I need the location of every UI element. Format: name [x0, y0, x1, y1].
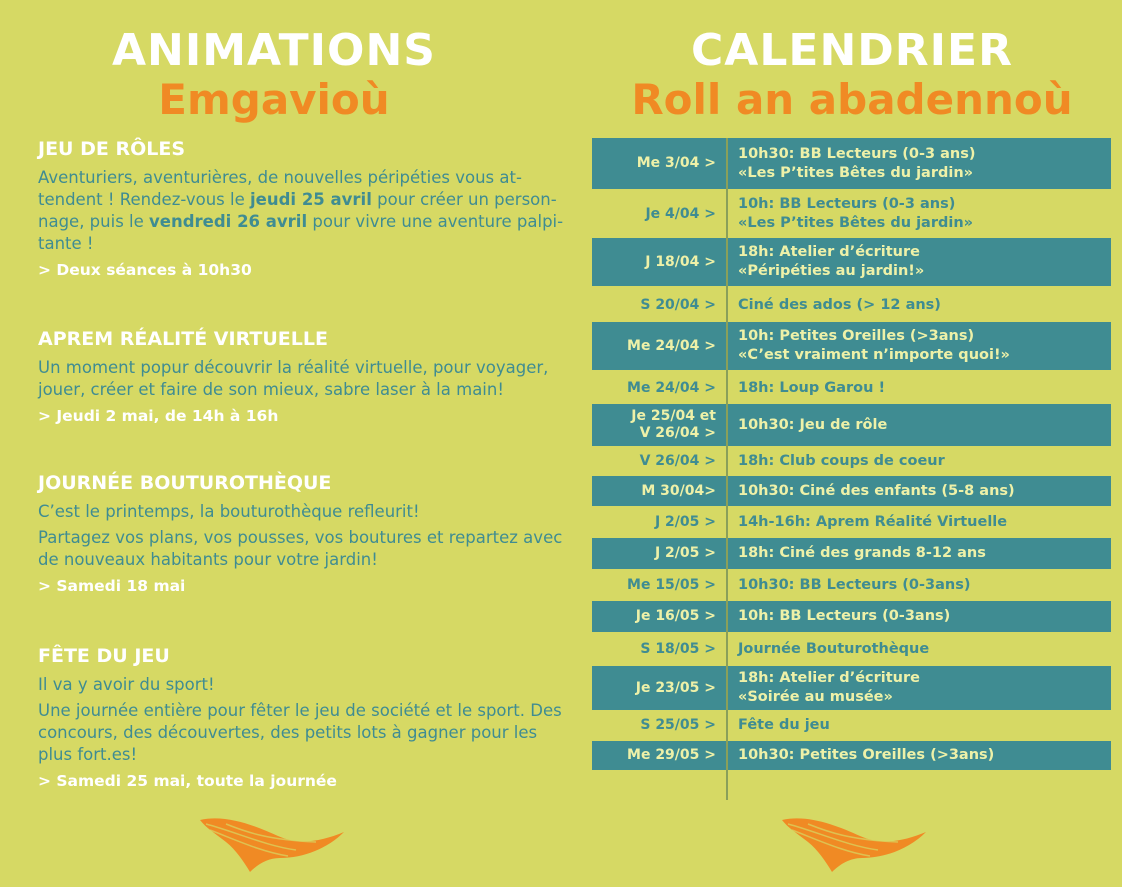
calendar-row — [592, 138, 1111, 189]
calendar-row — [592, 666, 1111, 710]
calendar-title: CALENDRIER — [691, 25, 1013, 76]
row-date: J 18/04 > — [645, 253, 716, 270]
section-journee-bouturotheque — [38, 472, 568, 601]
section-aprem-realite-virtuelle — [38, 328, 568, 431]
section-when: > Samedi 25 mai, toute la journée — [38, 772, 337, 790]
row-date: Me 24/04 > — [627, 337, 716, 354]
row-date: S 25/05 > — [640, 717, 716, 733]
row-date: Je 4/04 > — [645, 205, 716, 222]
section-text: Il va y avoir du sport! — [38, 675, 215, 694]
column-divider — [726, 138, 728, 800]
row-event: Ciné des ados (> 12 ans) — [738, 296, 941, 313]
row-event: Fête du jeu — [738, 717, 830, 733]
calendar-row — [592, 476, 1111, 506]
animations-subtitle: Emgavioù — [158, 75, 390, 124]
section-text: Partagez vos plans, vos pousses, vos boutures et repartez avec de nouveaux habitants pour votre jardin! — [38, 528, 563, 569]
row-date: V 26/04 > — [639, 452, 716, 469]
section-text: Une journée entière pour fêter le jeu de société et le sport. Des concours, des découvertes, des petits lots à gagner pour les plus fort.es! — [38, 701, 562, 764]
section-text: Aventuriers, aventurières, de nouvelles péripéties vous at-tendent ! Rendez-vous le jeudi 25 avril pour créer un person-nage, puis le vendredi 26 avril pour vivre une aventure palpi-tante ! — [38, 168, 564, 253]
row-date: Je 23/05 > — [635, 679, 716, 696]
row-date: Me 15/05 > — [627, 576, 716, 593]
row-event: 10h30: Jeu de rôle — [738, 416, 888, 433]
row-date: Me 3/04 > — [636, 155, 716, 171]
calendar-row — [592, 446, 1111, 476]
section-fete-du-jeu — [38, 645, 568, 796]
row-event: Journée Bouturothèque — [738, 640, 930, 657]
calendar-row — [592, 404, 1111, 446]
row-event: 10h30: BB Lecteurs (0-3 ans) «Les P’tites Bêtes du jardin» — [738, 145, 976, 181]
section-when: > Samedi 18 mai — [38, 577, 186, 595]
row-date: Je 25/04 et V 26/04 > — [631, 408, 716, 441]
feather-leaf-icon — [778, 812, 930, 874]
row-event: 10h30: Petites Oreilles (>3ans) — [738, 747, 995, 763]
section-heading: JEU DE RÔLES — [38, 138, 186, 160]
row-date: Me 29/05 > — [627, 747, 716, 763]
section-text: Un moment popur découvrir la réalité virtuelle, pour voyager, jouer, créer et faire de son mieux, sabre laser à la main! — [38, 358, 549, 399]
calendar-row — [592, 601, 1111, 632]
row-event: 18h: Atelier d’écriture «Soirée au musée» — [738, 670, 920, 705]
calendar-row — [592, 238, 1111, 286]
row-date: S 20/04 > — [640, 296, 716, 313]
feather-leaf-icon — [196, 812, 348, 874]
row-event: 10h: BB Lecteurs (0-3 ans) «Les P’tites Bêtes du jardin» — [738, 196, 974, 231]
calendar-row — [592, 710, 1111, 741]
animations-title: ANIMATIONS — [112, 25, 436, 76]
row-date: Me 24/04 > — [627, 379, 716, 396]
row-event: 18h: Loup Garou ! — [738, 379, 886, 396]
row-date: J 2/05 > — [654, 513, 716, 530]
calendar-row — [592, 569, 1111, 601]
calendar-row — [592, 322, 1111, 370]
calendar-row — [592, 506, 1111, 538]
row-date: M 30/04> — [641, 482, 716, 499]
section-text: C’est le printemps, la bouturothèque refleurit! — [38, 502, 420, 521]
row-event: 10h: Petites Oreilles (>3ans) «C’est vraiment n’importe quoi!» — [738, 328, 1010, 363]
row-event: 18h: Atelier d’écriture «Péripéties au jardin!» — [738, 244, 925, 279]
section-heading: JOURNÉE BOUTUROTHÈQUE — [38, 472, 332, 494]
row-date: S 18/05 > — [640, 640, 716, 657]
row-event: 10h30: BB Lecteurs (0-3ans) — [738, 576, 971, 593]
calendar-row — [592, 632, 1111, 666]
calendar-table — [592, 138, 1111, 800]
section-heading: FÊTE DU JEU — [38, 645, 170, 667]
calendar-row — [592, 538, 1111, 569]
row-date: J 2/05 > — [654, 545, 716, 561]
calendar-subtitle: Roll an abadennoù — [631, 75, 1073, 124]
calendar-row — [592, 288, 1111, 322]
section-jeu-de-roles — [38, 138, 568, 285]
section-heading: APREM RÉALITÉ VIRTUELLE — [38, 328, 328, 350]
calendar-row — [592, 741, 1111, 770]
row-event: 18h: Ciné des grands 8-12 ans — [738, 545, 986, 561]
section-when: > Deux séances à 10h30 — [38, 261, 252, 279]
row-event: 10h: BB Lecteurs (0-3ans) — [738, 608, 951, 624]
row-event: 18h: Club coups de coeur — [738, 452, 945, 469]
row-event: 14h-16h: Aprem Réalité Virtuelle — [738, 513, 1008, 530]
section-when: > Jeudi 2 mai, de 14h à 16h — [38, 407, 279, 425]
calendar-row — [592, 372, 1111, 404]
row-date: Je 16/05 > — [635, 608, 716, 624]
row-event: 10h30: Ciné des enfants (5-8 ans) — [738, 482, 1015, 499]
calendar-row — [592, 190, 1111, 238]
